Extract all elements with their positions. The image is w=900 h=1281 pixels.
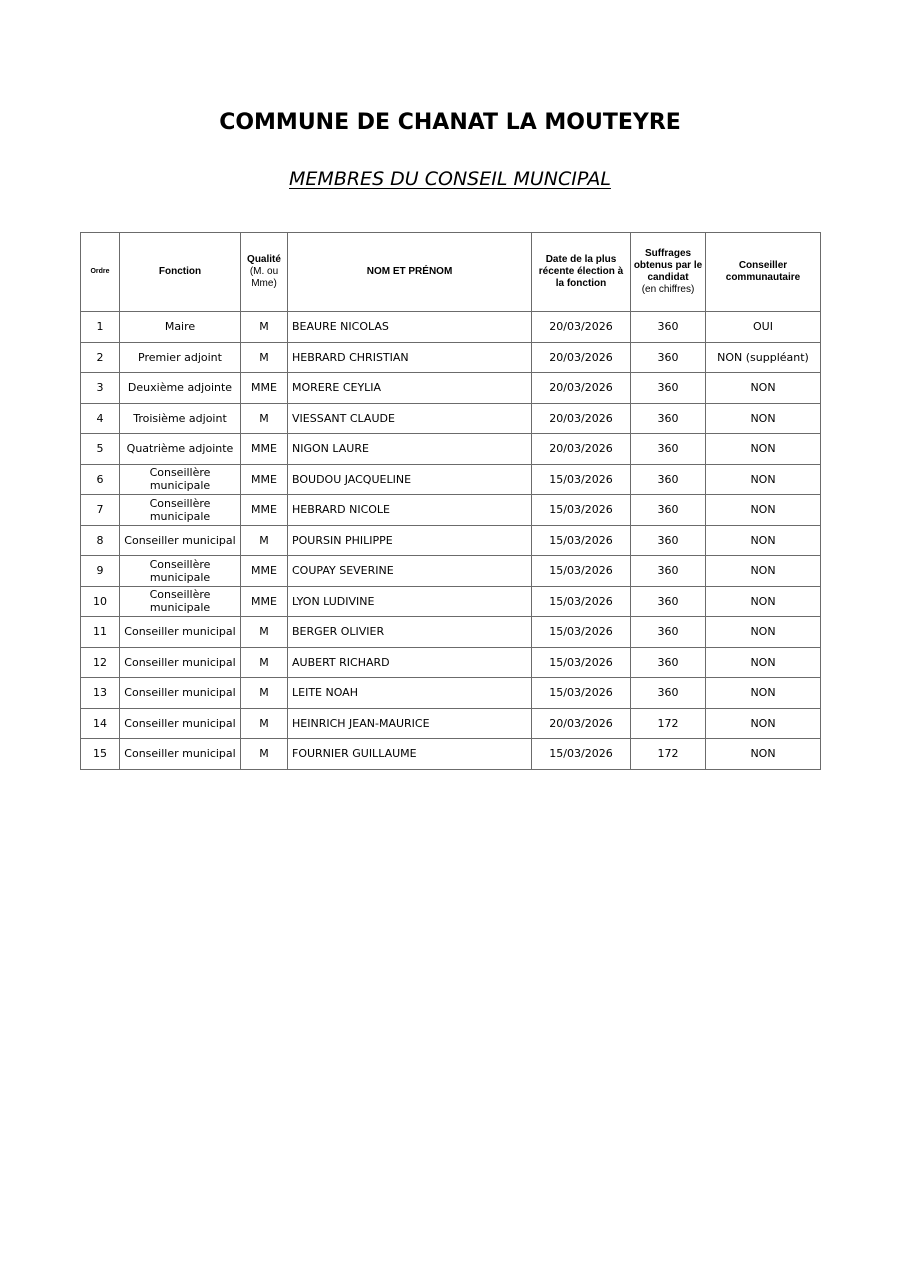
cell-conseiller: NON	[706, 556, 821, 587]
table-row	[81, 556, 821, 587]
cell-ordre: 9	[81, 556, 120, 587]
cell-conseiller: NON	[706, 373, 821, 404]
table-row	[81, 525, 821, 556]
cell-suffrages: 360	[631, 434, 706, 465]
cell-suffrages: 360	[631, 617, 706, 648]
cell-conseiller: NON	[706, 678, 821, 709]
cell-ordre: 14	[81, 708, 120, 739]
cell-ordre: 13	[81, 678, 120, 709]
cell-fonction: Conseillère municipale	[120, 495, 241, 526]
header-suffrages-label: Suffrages obtenus par le candidat	[633, 248, 703, 283]
cell-date: 15/03/2026	[532, 739, 631, 770]
table-row	[81, 617, 821, 648]
cell-fonction: Conseiller municipal	[120, 647, 241, 678]
header-suffrages-note: (en chiffres)	[641, 284, 695, 295]
cell-fonction: Maire	[120, 312, 241, 343]
cell-date: 20/03/2026	[532, 708, 631, 739]
cell-conseiller: NON	[706, 434, 821, 465]
cell-suffrages: 360	[631, 586, 706, 617]
cell-suffrages: 360	[631, 342, 706, 373]
cell-conseiller: NON	[706, 586, 821, 617]
cell-fonction: Premier adjoint	[120, 342, 241, 373]
cell-nom: NIGON LAURE	[288, 434, 532, 465]
cell-nom: AUBERT RICHARD	[288, 647, 532, 678]
cell-ordre: 6	[81, 464, 120, 495]
page-title: COMMUNE DE CHANAT LA MOUTEYRE	[219, 110, 681, 135]
cell-date: 15/03/2026	[532, 647, 631, 678]
cell-nom: LYON LUDIVINE	[288, 586, 532, 617]
cell-suffrages: 360	[631, 495, 706, 526]
table-row	[81, 739, 821, 770]
cell-nom: VIESSANT CLAUDE	[288, 403, 532, 434]
cell-nom: HEINRICH JEAN-MAURICE	[288, 708, 532, 739]
cell-date: 15/03/2026	[532, 464, 631, 495]
cell-nom: MORERE CEYLIA	[288, 373, 532, 404]
cell-qualite: M	[241, 312, 288, 343]
table-row	[81, 464, 821, 495]
cell-nom: FOURNIER GUILLAUME	[288, 739, 532, 770]
cell-date: 20/03/2026	[532, 373, 631, 404]
table-row	[81, 708, 821, 739]
table-row	[81, 312, 821, 343]
cell-nom: BOUDOU JACQUELINE	[288, 464, 532, 495]
cell-conseiller: NON	[706, 464, 821, 495]
cell-nom: LEITE NOAH	[288, 678, 532, 709]
cell-date: 15/03/2026	[532, 495, 631, 526]
cell-qualite: M	[241, 525, 288, 556]
cell-nom: HEBRARD NICOLE	[288, 495, 532, 526]
header-fonction: Fonction	[120, 233, 241, 312]
cell-nom: BEAURE NICOLAS	[288, 312, 532, 343]
cell-conseiller: NON	[706, 617, 821, 648]
cell-fonction: Conseillère municipale	[120, 586, 241, 617]
header-row	[81, 233, 821, 312]
cell-qualite: M	[241, 403, 288, 434]
header-date: Date de la plus récente élection à la fonction	[532, 233, 631, 312]
cell-qualite: M	[241, 647, 288, 678]
cell-suffrages: 360	[631, 403, 706, 434]
table-row	[81, 678, 821, 709]
cell-conseiller: NON	[706, 495, 821, 526]
cell-date: 15/03/2026	[532, 586, 631, 617]
cell-ordre: 12	[81, 647, 120, 678]
cell-qualite: MME	[241, 495, 288, 526]
cell-fonction: Conseillère municipale	[120, 464, 241, 495]
table-body	[81, 312, 821, 770]
cell-conseiller: NON (suppléant)	[706, 342, 821, 373]
cell-nom: BERGER OLIVIER	[288, 617, 532, 648]
cell-date: 20/03/2026	[532, 403, 631, 434]
cell-date: 15/03/2026	[532, 525, 631, 556]
cell-fonction: Conseiller municipal	[120, 525, 241, 556]
header-suffrages	[631, 233, 706, 312]
cell-ordre: 5	[81, 434, 120, 465]
cell-suffrages: 172	[631, 739, 706, 770]
cell-ordre: 7	[81, 495, 120, 526]
table-row	[81, 342, 821, 373]
header-nom: NOM ET PRÉNOM	[288, 233, 532, 312]
cell-conseiller: NON	[706, 708, 821, 739]
cell-conseiller: OUI	[706, 312, 821, 343]
table-row	[81, 403, 821, 434]
header-qualite	[241, 233, 288, 312]
cell-qualite: M	[241, 678, 288, 709]
page-subtitle: MEMBRES DU CONSEIL MUNCIPAL	[289, 168, 611, 190]
cell-suffrages: 360	[631, 647, 706, 678]
cell-date: 20/03/2026	[532, 342, 631, 373]
cell-date: 15/03/2026	[532, 617, 631, 648]
cell-nom: COUPAY SEVERINE	[288, 556, 532, 587]
cell-suffrages: 360	[631, 464, 706, 495]
cell-qualite: M	[241, 342, 288, 373]
cell-conseiller: NON	[706, 739, 821, 770]
cell-qualite: MME	[241, 464, 288, 495]
table-header	[81, 233, 821, 312]
cell-qualite: M	[241, 739, 288, 770]
cell-fonction: Conseiller municipal	[120, 708, 241, 739]
header-qualite-label: Qualité	[247, 254, 281, 265]
cell-qualite: MME	[241, 556, 288, 587]
cell-suffrages: 360	[631, 312, 706, 343]
table-row	[81, 647, 821, 678]
cell-suffrages: 360	[631, 556, 706, 587]
cell-fonction: Troisième adjoint	[120, 403, 241, 434]
cell-ordre: 15	[81, 739, 120, 770]
cell-qualite: MME	[241, 373, 288, 404]
cell-qualite: MME	[241, 434, 288, 465]
table-row	[81, 434, 821, 465]
cell-suffrages: 360	[631, 678, 706, 709]
table-row	[81, 495, 821, 526]
cell-fonction: Conseillère municipale	[120, 556, 241, 587]
cell-qualite: M	[241, 708, 288, 739]
cell-suffrages: 172	[631, 708, 706, 739]
table-row	[81, 373, 821, 404]
cell-ordre: 11	[81, 617, 120, 648]
cell-conseiller: NON	[706, 647, 821, 678]
cell-ordre: 8	[81, 525, 120, 556]
cell-fonction: Conseiller municipal	[120, 617, 241, 648]
cell-nom: HEBRARD CHRISTIAN	[288, 342, 532, 373]
cell-qualite: MME	[241, 586, 288, 617]
cell-date: 15/03/2026	[532, 678, 631, 709]
cell-date: 15/03/2026	[532, 556, 631, 587]
header-qualite-note: (M. ou Mme)	[249, 266, 279, 289]
table-row	[81, 586, 821, 617]
members-table	[80, 232, 821, 770]
cell-ordre: 10	[81, 586, 120, 617]
cell-ordre: 4	[81, 403, 120, 434]
cell-fonction: Quatrième adjointe	[120, 434, 241, 465]
cell-suffrages: 360	[631, 373, 706, 404]
cell-date: 20/03/2026	[532, 312, 631, 343]
cell-ordre: 2	[81, 342, 120, 373]
cell-fonction: Conseiller municipal	[120, 678, 241, 709]
header-conseiller: Conseiller communautaire	[706, 233, 821, 312]
cell-suffrages: 360	[631, 525, 706, 556]
cell-conseiller: NON	[706, 403, 821, 434]
cell-ordre: 3	[81, 373, 120, 404]
cell-fonction: Conseiller municipal	[120, 739, 241, 770]
cell-date: 20/03/2026	[532, 434, 631, 465]
cell-nom: POURSIN PHILIPPE	[288, 525, 532, 556]
cell-ordre: 1	[81, 312, 120, 343]
cell-conseiller: NON	[706, 525, 821, 556]
header-ordre: Ordre	[81, 233, 120, 312]
cell-fonction: Deuxième adjointe	[120, 373, 241, 404]
cell-qualite: M	[241, 617, 288, 648]
